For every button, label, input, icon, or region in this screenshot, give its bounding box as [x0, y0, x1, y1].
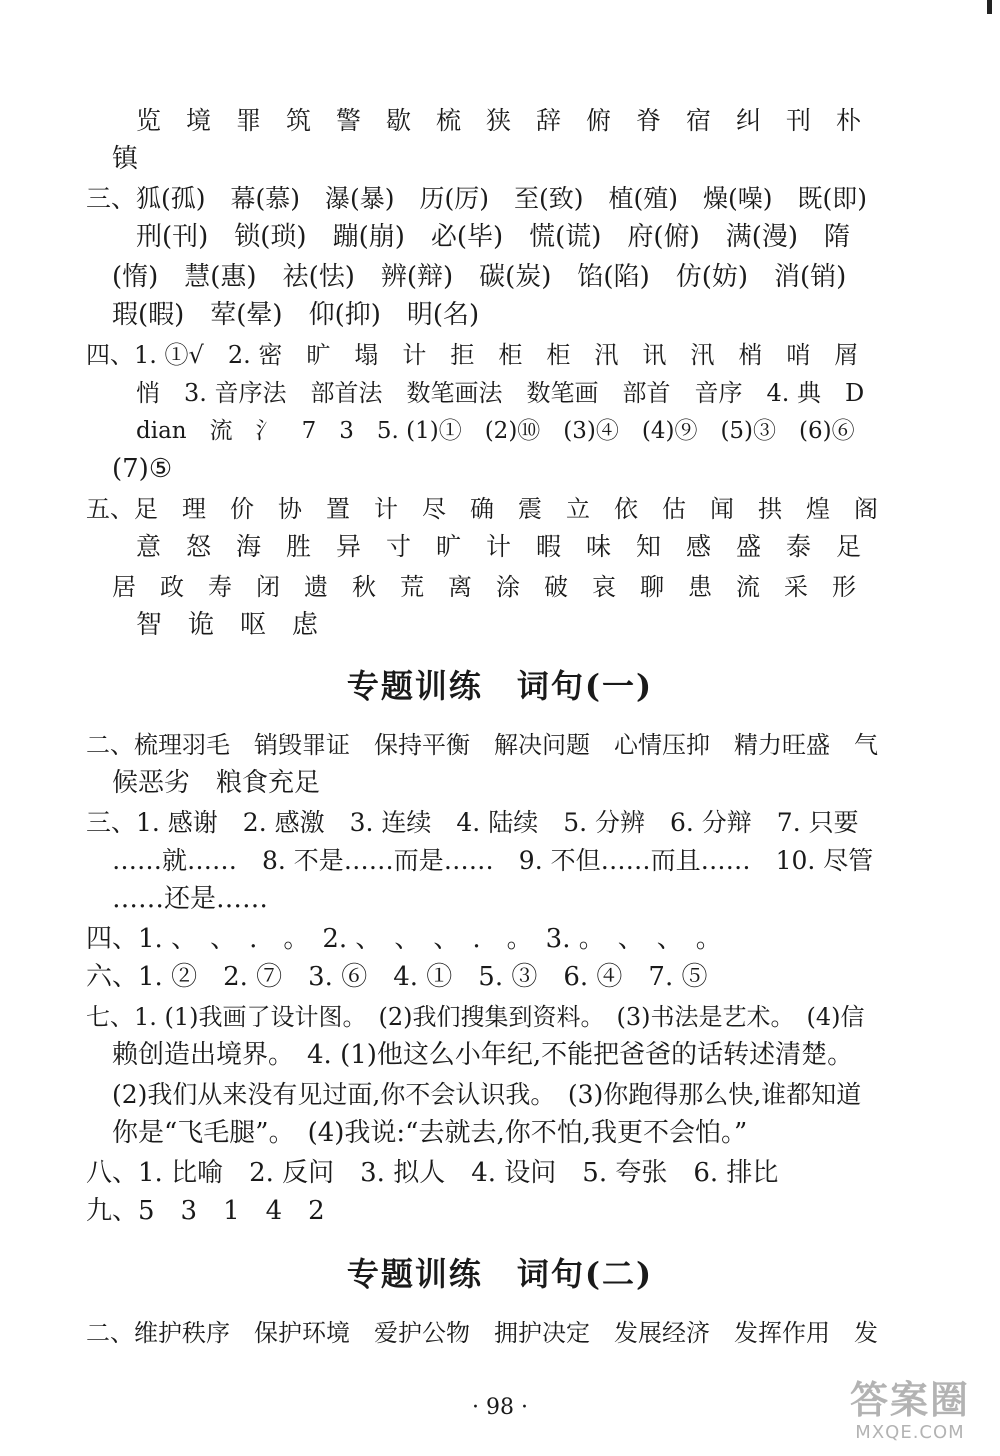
text-line: 八、1. 比喻 2. 反问 3. 拟人 4. 设问 5. 夸张 6. 排比 [86, 1158, 779, 1188]
text-line: (惰) 慧(惠) 祛(怯) 辨(辩) 碳(炭) 馅(陷) 仿(妨) 消(销) [112, 262, 847, 292]
text-line: 四、1. ①√ 2. 密 旷 塌 计 拒 柜 柜 汛 讯 汛 梢 哨 屑 [86, 341, 859, 369]
text-line: 悄 3. 音序法 部首法 数笔画法 数笔画 部首 音序 4. 典 D [136, 379, 865, 407]
text-line: 赖创造出境界。 4. (1)他这么小年纪,不能把爸爸的话转述清楚。 [112, 1040, 854, 1070]
watermark-title: 答案圈 [849, 1378, 970, 1422]
text-line: 二、维护秩序 保护环境 爱护公物 拥护决定 发展经济 发挥作用 发 [86, 1319, 878, 1347]
text-line: ……还是…… [112, 884, 269, 914]
text-line: 居 政 寿 闭 遗 秋 荒 离 涂 破 哀 聊 患 流 采 形 [112, 573, 856, 601]
text-line: 三、1. 感谢 2. 感激 3. 连续 4. 陆续 5. 分辨 6. 分辩 7. 只要 [86, 808, 859, 837]
text-line: 九、5 3 1 4 2 [86, 1196, 325, 1226]
text-line: (7)⑤ [112, 454, 173, 484]
watermark-url: MXQE.COM [855, 1422, 965, 1443]
text-line: 意 怒 海 胜 异 寸 旷 计 暇 味 知 感 盛 泰 足 [136, 532, 862, 561]
text-line: 瑕(暇) 荤(晕) 仰(抑) 明(名) [112, 300, 480, 330]
section-heading: 专题训练 词句(二) [346, 1255, 654, 1293]
text-line: 四、1. 、 、 . 。 2. 、 、 、 . 。 3. 。 、 、 。 [86, 924, 722, 954]
text-line: 镇 [112, 144, 139, 174]
text-line: 二、梳理羽毛 销毁罪证 保持平衡 解决问题 心情压抑 精力旺盛 气 [86, 731, 878, 759]
section-heading: 专题训练 词句(一) [346, 667, 654, 705]
text-line: 览 境 罪 筑 警 歇 梳 狭 辞 俯 脊 宿 纠 刊 朴 [136, 106, 862, 135]
text-line: 候恶劣 粮食充足 [112, 768, 321, 798]
text-line: 三、狐(孤) 幕(慕) 瀑(暴) 历(厉) 至(致) 植(殖) 燥(噪) 既(即) [86, 184, 868, 213]
corner-mark [987, 0, 992, 14]
text-line: ……就…… 8. 不是……而是…… 9. 不但……而且…… 10. 尽管 [112, 846, 874, 875]
text-line: 六、1. ② 2. ⑦ 3. ⑥ 4. ① 5. ③ 6. ④ 7. ⑤ [86, 962, 708, 992]
text-line: 智 诡 呕 虑 [136, 610, 319, 640]
watermark-logo [830, 1378, 990, 1448]
text-line: dian 流 氵 7 3 5. (1)① (2)⑩ (3)④ (4)⑨ (5)③ (6)⑥ [136, 418, 855, 444]
text-line: 你是“飞毛腿”。 (4)我说:“去就去,你不怕,我更不会怕。” [112, 1118, 748, 1148]
text-line: 七、1. (1)我画了设计图。 (2)我们搜集到资料。 (3)书法是艺术。 (4)信 [86, 1003, 865, 1031]
text-line: 刑(刊) 锁(琐) 蹦(崩) 必(毕) 慌(谎) 府(俯) 满(漫) 隋 [136, 222, 851, 252]
text-line: 五、足 理 价 协 置 计 尽 确 震 立 依 估 闻 拱 煌 阁 [86, 495, 878, 523]
text-line: (2)我们从来没有见过面,你不会认识我。 (3)你跑得那么快,谁都知道 [112, 1080, 862, 1109]
page-number: · 98 · [472, 1395, 528, 1420]
